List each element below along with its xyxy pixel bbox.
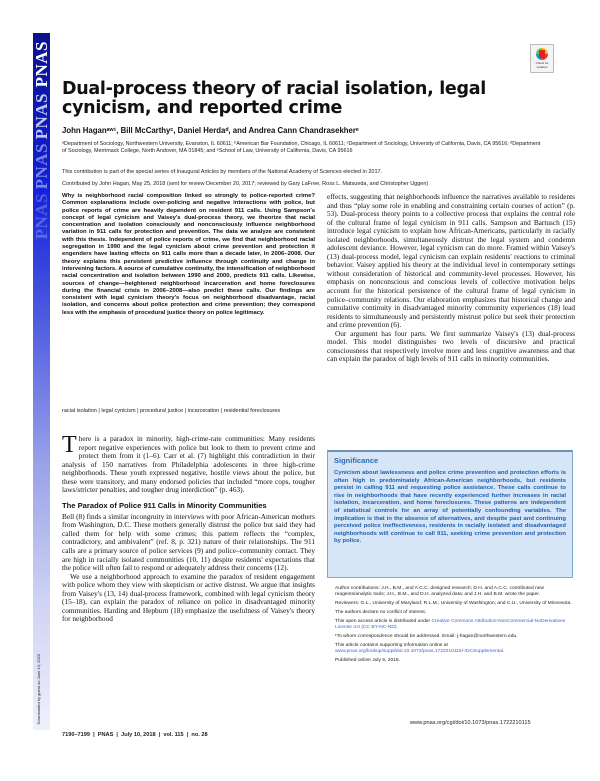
- keywords: racial isolation | legal cynicism | procedural justice | incarceration | residential foreclosures: [62, 408, 281, 414]
- doi-link[interactable]: www.pnas.org/cgi/doi/10.1073/pnas.1722210115: [410, 720, 531, 726]
- left-column-body: [62, 432, 315, 624]
- check-for-updates-badge[interactable]: [530, 44, 554, 73]
- conflict-statement: The authors declare no conflict of interest.: [335, 609, 427, 615]
- author-contributions: Author contributions: J.H., B.M., and A.C.C. designed research; D.H. and A.C.C. contributed new reagents/analytic tools; J.H., B.M., and D.H. analyzed data; and J.H. and B.M. wrote the paper.: [335, 586, 545, 598]
- reviewers: Reviewers: G.L., University of Maryland; R.L.M., University of Washington; and C.U., University of Minnesota.: [335, 601, 572, 607]
- right-column-body: [327, 193, 575, 364]
- pnas-logo-watermark: PNAS: [32, 93, 51, 140]
- inaugural-article-note: This contribution is part of the special series of Inaugural Articles by members of the National Academy of Sciences elected in 2017.: [62, 169, 383, 175]
- significance-text: Cynicism about lawlessness and police crime prevention and protection efforts is often high in predominately African-American neighborhoods, but residents persist in calling 911 and requesting police assistance. These calls continue to rise in neighborhoods that have recently experienced further increases in racial isolation, incarceration, and home foreclosures. These patterns are independent of statistical controls for an array of potentially confounding variables. The implication is that in the absence of alternatives, and despite past and continuing perceived police ineffectiveness, residents in racially isolated and disadvantaged neighborhoods will continue to call 911, seeking crime prevention and protection by police.: [334, 470, 566, 545]
- intro-paragraph: There is a paradox in minority, high-crime-rate communities: Many residents report negative experiences with police but look to them to prevent crime and protect them from it (1–6). Carr et al. (7) highlight this contradiction in their analysis of 150 narratives from Philadelphia adolescents in three high-crime neighborhoods. These youth expressed negative, hostile views about the police, but these were transitory, and many endorsed policies that included “more cops, tougher laws/stricter penalties, and tougher drug interdiction” (p. 463).: [62, 432, 315, 495]
- published-date: Published online July 9, 2018.: [335, 657, 400, 663]
- pnas-logo-watermark: PNAS: [32, 143, 51, 190]
- body-paragraph: Our argument has four parts. We first summarize Vaisey's (13) dual-process model. This model distinguishes two levels of discursive and practical consciousness that respectively involve more and less cognitive awareness and that can explain the paradox of high levels of 911 calls in minority communities.: [327, 328, 575, 364]
- supporting-info: This article contains supporting information online at www.pnas.org/lookup/suppl/doi:10.1073/pnas.1722210115/-/DCSupplemental.: [335, 642, 505, 654]
- body-paragraph: We use a neighborhood approach to examine the paradox of resident engagement with police whom they view with skepticism or active distrust. We argue that insights from Vaisey's (13, 14) dual-process framework, combined with legal cynicism theory (15–18), can explain the paradox of reliance on police in disadvantaged minority communities. Harding and Hepburn (18) emphasize the usefulness of Vaisey's theory for neighborhood: [62, 571, 315, 624]
- pnas-logo-watermark: PNAS: [32, 193, 51, 240]
- open-access-statement: This open access article is distributed under Creative Commons Attribution-NonCommercial-NoDerivatives License 4.0 (CC BY-NC-ND).: [335, 618, 566, 630]
- author-list: John Haganᵃʷ¹, Bill McCarthyᶜ, Daniel Herdaᵈ, and Andrea Cann Chandrasekherᵉ: [62, 126, 359, 135]
- contributed-by-line: Contributed by John Hagan, May 25, 2018 (sent for review December 20, 2017; reviewed by Gary LaFree, Ross L. Matsueda, and Christopher Uggen): [62, 181, 429, 187]
- download-note: Downloaded by guest on June 13, 2020: [36, 653, 41, 724]
- article-title: Dual-process theory of racial isolation, legal cynicism, and reported crime: [62, 79, 486, 118]
- section-heading: The Paradox of Police 911 Calls in Minority Communities: [62, 500, 267, 510]
- body-paragraph: Bell (8) finds a similar incongruity in interviews with poor African-American mothers from Washington, D.C. These mothers generally distrust the police but said they had called them for help with some crimes; this pattern reflects the “complex, contradictory, and ambivalent” (ref. 8, p. 321) nature of their relationships. The 911 calls are a primary source of police services (9) and police–community contact. They are high in racially isolated communities (10, 11) despite residents' expectations that the police will often fail to respond or adequately address their concerns (12).: [62, 511, 315, 573]
- page-footer-citation: 7190–7199 | PNAS | July 10, 2018 | vol. 115 | no. 28: [62, 732, 208, 738]
- abstract: Why is neighborhood racial composition linked so strongly to police-reported crime? Common explanations include over-policing and negative interactions with police, but police reports of crime are heavily dependent on resident 911 calls. Using Sampson's concept of legal cynicism and Vaisey's dual-process theory, we theorize that racial concentration and isolation consciously and nonconsciously influence neighborhood variation in 911 calls for protection and prevention. The data we analyze are consistent with this thesis. Independent of police reports of crime, we find that neighborhood racial segregation in 1990 and the legal cynicism about crime prevention and protection it engenders have lasting effects on 911 calls more than a decade later, in 2006–2008. Our theory explains this persistent predictive influence through continuity and change in intervening factors. A source of cumulative continuity, the intensification of neighborhood racial concentration and isolation between 1990 and 2000, predicts 911 calls. Likewise, sources of change—heightened neighborhood incarceration and home foreclosures during the financial crisis in 2006–2008—also predict these calls. Our findings are consistent with legal cynicism theory's focus on neighborhood disadvantage, racial isolation, and concerns about police protection and crime prevention; they correspond less with the emphasis of procedural justice theory on police legitimacy.: [62, 193, 315, 316]
- check-for-updates-label: Check for updates: [535, 61, 549, 69]
- article-notes: [335, 586, 575, 666]
- license-link[interactable]: Creative Commons Attribution-NonCommercial-NoDerivatives License 4.0 (CC BY-NC-ND).: [335, 618, 566, 630]
- crossmark-icon: [536, 48, 548, 60]
- correspondence: ¹To whom correspondence should be addressed. Email: j-hagan@northwestern.edu.: [335, 633, 518, 639]
- body-paragraph: effects, suggesting that neighborhoods influence the narratives available to residents and thus “play some role in enabling and constraining certain courses of action” (p. 53). Dual-process theory points to a collective process that explains the central role of the cultural frame of legal cynicism in 911 calls. Sampson and Bartusch (15) introduce legal cynicism to explain how African-Americans, particularly in racially isolated neighborhoods, simultaneously distrust the legal system and condemn adolescent deviance. However, legal cynicism can do more. Framed within Vaisey's (13) dual-process model, legal cynicism can explain residents' reactions to criminal behavior. Vaisey applied his theory at the individual level in contemporary settings without consideration of historical and community-level processes. However, his emphasis on nonconscious and conscious levels of collective motivation helps account for the historical persistence of the cultural frame of legal cynicism in police–community relations. Our elaboration emphasizes that historical change and cumulative continuity in disadvantaged minority community experiences (18) lead residents to simultaneously and persistently mistrust police but seek their protection and crime prevention (6).: [327, 192, 575, 330]
- journal-sidebar-strip: [33, 33, 50, 730]
- affiliations: ᵃDepartment of Sociology, Northwestern University, Evanston, IL 60611; ᵇAmerican Bar Foundation, Chicago, IL 60611; ᶜDepartment of Sociology, University of California, Davis, CA 95616; ᵈDepartment of Sociology, Merrimack College, North Andover, MA 01845; and ᵉSchool of Law, University of California, Davis, CA 95616: [62, 141, 541, 154]
- drop-cap: T: [62, 432, 77, 458]
- pnas-logo: PNAS: [32, 41, 51, 88]
- significance-box: [327, 450, 573, 578]
- supplemental-link[interactable]: www.pnas.org/lookup/suppl/doi:10.1073/pnas.1722210115/-/DCSupplemental.: [335, 648, 505, 654]
- significance-title: Significance: [334, 456, 379, 465]
